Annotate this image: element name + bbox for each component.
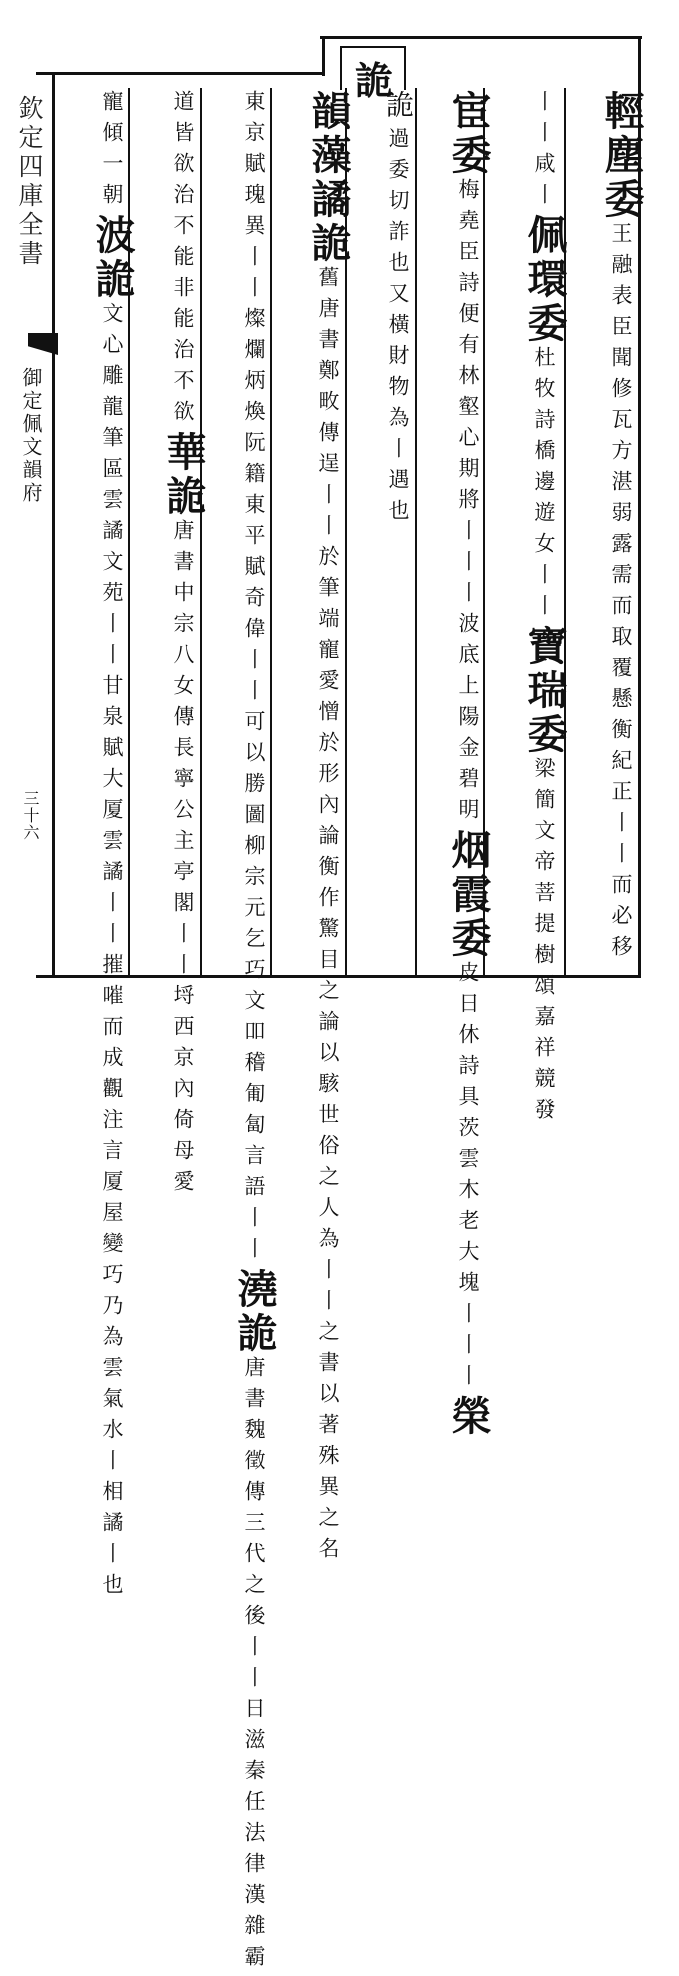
frame-top-rule bbox=[320, 36, 642, 39]
headword: 澆詭 bbox=[231, 1268, 278, 1356]
page-number: 三十六 bbox=[21, 790, 40, 841]
tab-inner-left-rule bbox=[340, 46, 342, 90]
headword: 佩環委 bbox=[521, 214, 568, 346]
frame-left-rule bbox=[52, 72, 55, 977]
tab-inner-right-rule bbox=[404, 46, 406, 90]
annotation-text: 皮日休詩具茨雲木老大塊丨丨丨 bbox=[456, 961, 480, 1395]
header-tab-character: 詭 bbox=[354, 58, 393, 103]
rhyme-character: 詭 bbox=[382, 90, 415, 127]
headword: 宦委 bbox=[445, 90, 492, 178]
text-column-6 bbox=[208, 90, 278, 1976]
annotation-text: 丨丨咸丨 bbox=[532, 90, 556, 214]
margin-book-title: 御定佩文韻府 bbox=[19, 367, 43, 505]
text-column-7 bbox=[137, 90, 207, 1201]
annotation-text: 唐書中宗八女傳長寧公主亭閣丨丨埒西京內倚母愛 bbox=[171, 519, 195, 1201]
text-column-3 bbox=[422, 90, 492, 1439]
tab-inner-top-rule bbox=[340, 46, 406, 48]
annotation-text: 東京賦瑰異丨丨燦爛炳煥阮籍東平賦奇偉丨丨可以勝圖柳宗元乞巧文吅稽匍匐言語丨丨 bbox=[242, 90, 266, 1268]
annotation-text: 文心雕龍筆區雲譎文苑丨丨甘泉賦大厦雲譎丨丨摧嗺而成觀注言厦屋變巧乃為雲氣水丨相譎丨也 bbox=[100, 302, 124, 1604]
annotation-text: 舊唐書鄭畋傳逞丨丨於筆端寵愛憎於形內論衡作驚目之論以駭世俗之人為丨丨之書以著殊異之名 bbox=[316, 266, 340, 1568]
fish-tail-mark bbox=[28, 333, 58, 355]
text-column-8 bbox=[64, 90, 136, 1604]
page-margin-column bbox=[6, 95, 52, 975]
annotation-text: 唐書魏徵傳三代之後丨丨日滋秦任法律漢雜霸 bbox=[242, 1356, 266, 1976]
annotation-text: 寵傾一朝 bbox=[100, 90, 124, 214]
headword: 波詭 bbox=[89, 214, 136, 302]
text-column-2 bbox=[494, 90, 568, 1129]
text-column-5 bbox=[278, 90, 352, 1568]
annotation-text: 杜牧詩橋邊遊女丨丨 bbox=[532, 346, 556, 625]
annotation-text: 梁簡文帝菩提樹頌嘉祥競發 bbox=[532, 757, 556, 1129]
column-divider bbox=[270, 88, 272, 975]
headword: 烟霞委 bbox=[445, 829, 492, 961]
column-divider bbox=[200, 88, 202, 975]
annotation-text: 梅堯臣詩便有林壑心期將丨丨丨波底上陽金碧明 bbox=[456, 178, 480, 829]
tab-left-rule bbox=[322, 36, 325, 76]
headword: 韻藻譎詭 bbox=[305, 90, 352, 266]
annotation-text: 道皆欲治不能非能治不欲 bbox=[171, 90, 195, 431]
annotation-text: 王融表臣聞修瓦方湛弱露需而取覆懸衡紀正丨丨而必移 bbox=[609, 222, 633, 966]
headword: 輕塵委 bbox=[598, 90, 645, 222]
column-divider bbox=[415, 88, 417, 975]
text-column-1 bbox=[575, 90, 645, 970]
annotation-text: 過委切詐也又橫財物為丨遇也 bbox=[386, 127, 410, 530]
text-column-4 bbox=[352, 90, 415, 970]
headword: 寶瑞委 bbox=[521, 625, 568, 757]
margin-book-text: 欽定四庫全書 bbox=[15, 95, 44, 269]
frame-top-rule-left bbox=[36, 72, 324, 75]
headword: 華詭 bbox=[160, 431, 207, 519]
headword: 榮 bbox=[445, 1395, 492, 1439]
